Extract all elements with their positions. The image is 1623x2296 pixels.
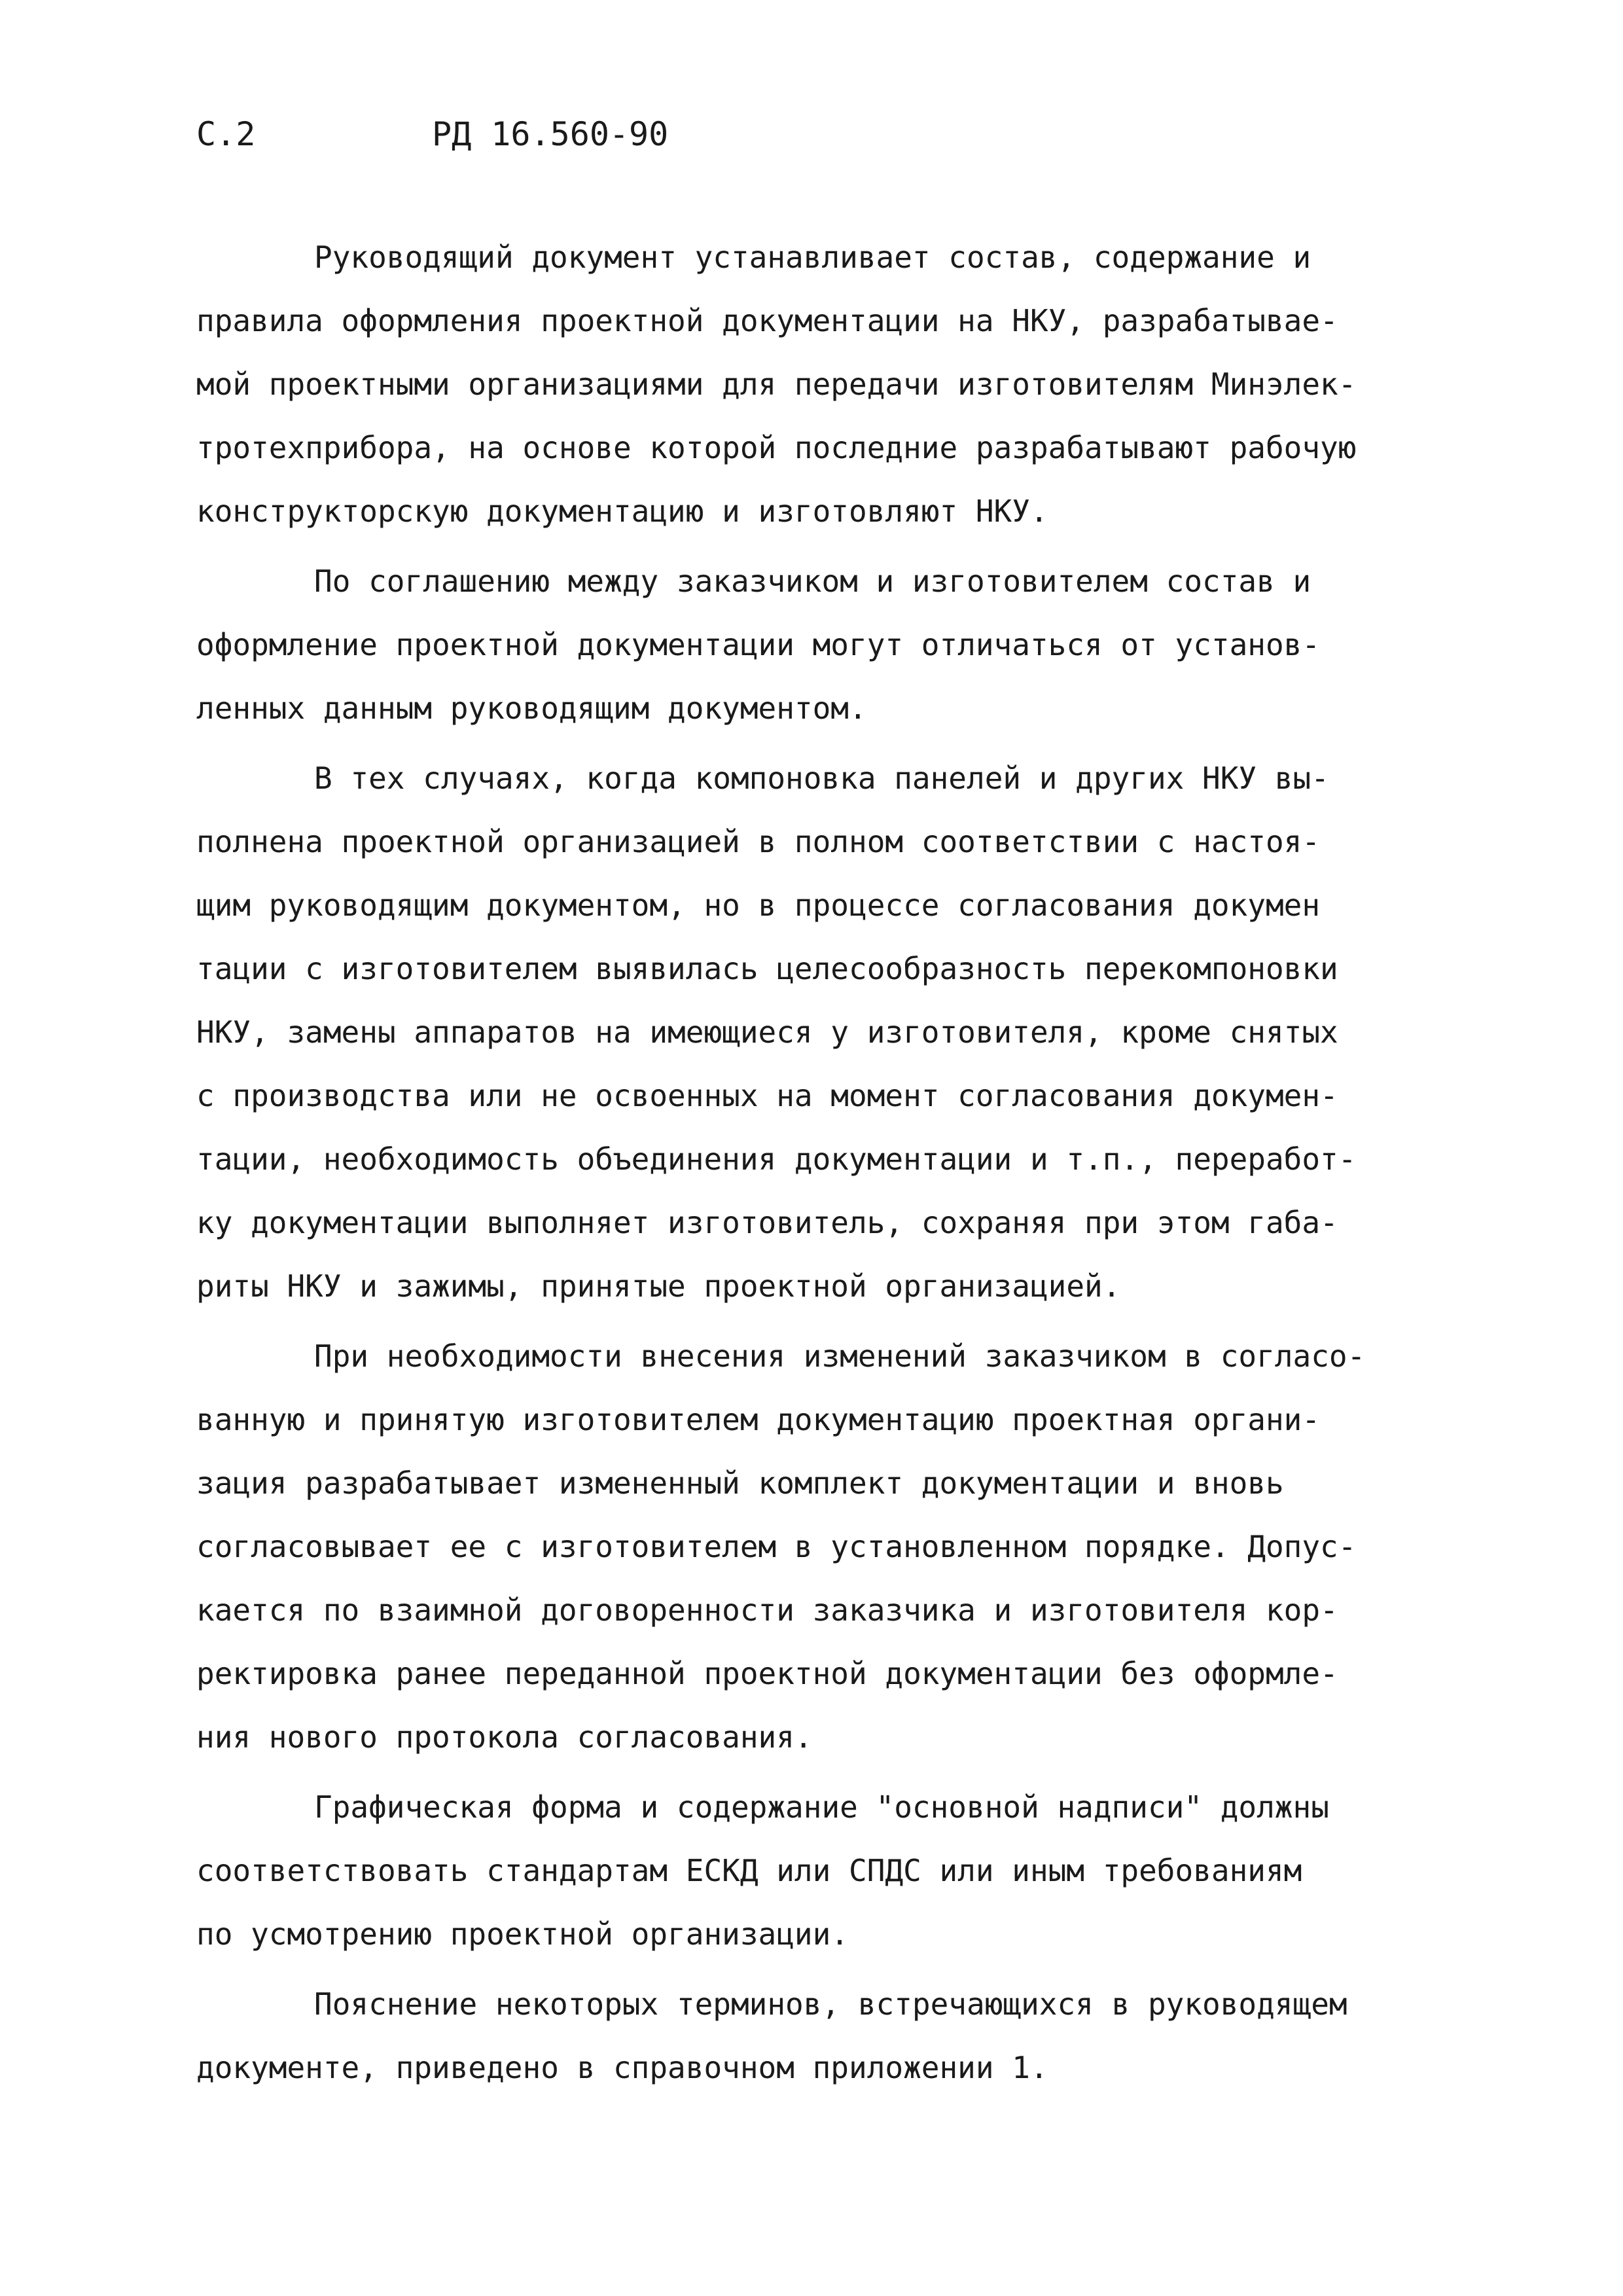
text-line: кается по взаимной договоренности заказчика и изготовителя кор- (196, 1592, 1338, 1628)
text-line: по усмотрению проектной организации. (196, 1916, 849, 1952)
text-line: ванную и принятую изготовителем документацию проектная органи- (196, 1402, 1321, 1437)
text-line: Руководящий документ устанавливает состав, содержание и (314, 240, 1311, 275)
text-line: соответствовать стандартам ЕСКД или СПДС или иным требованиям (196, 1853, 1302, 1888)
page-number: С.2 (196, 115, 256, 153)
paragraph-1 (196, 226, 1466, 543)
text-line: документе, приведено в справочном приложении 1. (196, 2050, 1048, 2085)
text-line: тации с изготовителем выявилась целесообразность перекомпоновки (196, 951, 1338, 986)
text-line: правила оформления проектной документации на НКУ, разрабатывае- (196, 303, 1338, 338)
document-body (196, 226, 1466, 2106)
text-line: тротехприбора, на основе которой последние разрабатывают рабочую (196, 430, 1357, 465)
text-line: ректировка ранее переданной проектной документации без оформле- (196, 1656, 1338, 1691)
text-line: Графическая форма и содержание "основной надписи" должны (314, 1789, 1329, 1825)
text-line: ния нового протокола согласования. (196, 1719, 813, 1755)
paragraph-2 (196, 550, 1466, 740)
text-line: По соглашению между заказчиком и изготовителем состав и (314, 564, 1311, 599)
paragraph-5 (196, 1776, 1466, 1966)
text-line: полнена проектной организацией в полном соответствии с настоя- (196, 824, 1321, 859)
text-line: ленных данным руководящим документом. (196, 691, 867, 726)
paragraph-3 (196, 747, 1466, 1318)
text-line: оформление проектной документации могут отличаться от установ- (196, 627, 1321, 662)
text-line: При необходимости внесения изменений заказчиком в согласо- (314, 1338, 1366, 1374)
text-line: с производства или не освоенных на момент согласования докумен- (196, 1078, 1338, 1113)
text-line: согласовывает ее с изготовителем в установленном порядке. Допус- (196, 1529, 1357, 1564)
text-line: В тех случаях, когда компоновка панелей и других НКУ вы- (314, 761, 1329, 796)
text-line: щим руководящим документом, но в процессе согласования докумен (196, 888, 1321, 923)
text-line: НКУ, замены аппаратов на имеющиеся у изготовителя, кроме снятых (196, 1014, 1338, 1050)
page-header (196, 111, 668, 157)
document-code: РД 16.560-90 (432, 115, 669, 153)
text-line: ку документации выполняет изготовитель, сохраняя при этом габа- (196, 1205, 1338, 1240)
paragraph-4 (196, 1325, 1466, 1769)
paragraph-6 (196, 1973, 1466, 2100)
text-line: риты НКУ и зажимы, принятые проектной организацией. (196, 1268, 1121, 1304)
text-line: зация разрабатывает измененный комплект документации и вновь (196, 1465, 1284, 1501)
text-line: конструкторскую документацию и изготовляют НКУ. (196, 493, 1048, 529)
text-line: тации, необходимость объединения документации и т.п., переработ- (196, 1141, 1357, 1177)
text-line: мой проектными организациями для передачи изготовителям Минэлек- (196, 367, 1357, 402)
text-line: Пояснение некоторых терминов, встречающихся в руководящем (314, 1986, 1347, 2022)
